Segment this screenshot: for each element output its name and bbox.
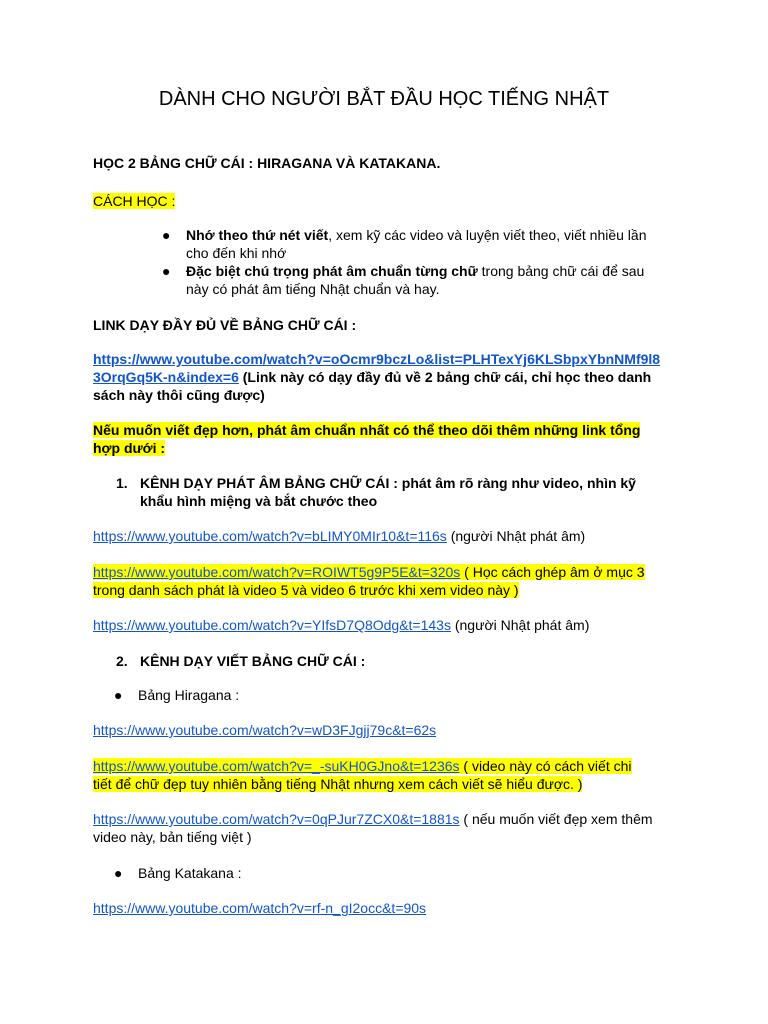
pron-link-3[interactable]: https://www.youtube.com/watch?v=YIfsD7Q8Odg&t=143s bbox=[93, 617, 451, 633]
pron-link-row-3: https://www.youtube.com/watch?v=YIfsD7Q8Odg&t=143s (người Nhật phát âm) bbox=[93, 617, 590, 633]
hiragana-link-row-1 bbox=[93, 721, 673, 739]
playlist-paragraph: https://www.youtube.com/watch?v=oOcmr9bczLo&list=PLHTexYj6KLSbpxYbnNMf9l8 3OrqGq5K-n&index=6 (Link này có dạy đầy đủ về 2 bảng chữ cái, chỉ học theo danh sách này thôi cũng được) bbox=[93, 351, 661, 403]
katakana-link-1[interactable]: https://www.youtube.com/watch?v=rf-n_gI2occ&t=90s bbox=[93, 900, 427, 916]
bullet-icon: ● bbox=[114, 865, 123, 881]
pron-link-row-2: https://www.youtube.com/watch?v=ROIWT5g9P5E&t=320s ( Học cách ghép âm ở mục 3 trong danh sách phát là video 5 và video 6 trước khi xem video này ) bbox=[93, 564, 645, 598]
pron-link-row-1: https://www.youtube.com/watch?v=bLIMY0MIr10&t=116s (người Nhật phát âm) bbox=[93, 528, 586, 544]
hiragana-link-3[interactable]: https://www.youtube.com/watch?v=0qPJur7ZCX0&t=1881s bbox=[93, 811, 460, 827]
bullet-icon: ● bbox=[114, 687, 123, 703]
how-to-label: CÁCH HỌC : bbox=[93, 193, 176, 209]
document-title: DÀNH CHO NGƯỜI BẮT ĐẦU HỌC TIẾNG NHẬT bbox=[158, 88, 610, 110]
full-link-heading: LINK DẠY ĐẦY ĐỦ VỀ BẢNG CHỮ CÁI : bbox=[93, 317, 357, 333]
section-heading-alphabets: HỌC 2 BẢNG CHỮ CÁI : HIRAGANA VÀ KATAKANA. bbox=[93, 155, 441, 171]
playlist-link[interactable]: https://www.youtube.com/watch?v=oOcmr9bczLo&list=PLHTexYj6KLSbpxYbnNMf9l8 3OrqGq5K-n&index=6 bbox=[93, 351, 661, 385]
bullet-icon: ● bbox=[162, 263, 171, 279]
hiragana-link-2[interactable]: https://www.youtube.com/watch?v=_-suKH0GJno&t=1236s bbox=[93, 758, 460, 774]
hiragana-link-row-2: https://www.youtube.com/watch?v=_-suKH0GJno&t=1236s ( video này có cách viết chi tiết để chữ đẹp tuy nhiên bằng tiếng Nhật nhưng xem cách viết sẽ hiểu được. ) bbox=[93, 758, 632, 792]
hiragana-link-1[interactable]: https://www.youtube.com/watch?v=wD3FJgjj79c&t=62s bbox=[93, 722, 437, 738]
hiragana-link-row-3: https://www.youtube.com/watch?v=0qPJur7ZCX0&t=1881s ( nếu muốn viết đẹp xem thêm video này, bản tiếng việt ) bbox=[93, 811, 653, 845]
pron-link-2[interactable]: https://www.youtube.com/watch?v=ROIWT5g9P5E&t=320s bbox=[93, 564, 461, 580]
document-page: DÀNH CHO NGƯỜI BẮT ĐẦU HỌC TIẾNG NHẬT HỌC 2 BẢNG CHỮ CÁI : HIRAGANA VÀ KATAKANA. CÁCH HỌC : ● Nhớ theo thứ nét viết, xem kỹ các video và luyện viết theo, viết nhiều lần cho đến khi nhớ ● Đặc biệt chú trọng phát âm chuẩn từng chữ trong bảng chữ cái để sau này có phát âm tiếng Nhật chuẩn và hay. LINK DẠY ĐẦY ĐỦ VỀ BẢNG CHỮ CÁI : https://www.youtube.com/watch?v=oOcmr9bczLo&list=PLHTexYj6KLSbpxYbnNMf9l8 3OrqGq5K-n&index=6 (Link này có dạy đầy đủ về 2 bảng chữ cái, chỉ học theo danh sách này thôi cũng được) Nếu muốn viết đẹp hơn, phát âm chuẩn nhất có thể theo dõi thêm những link tổng hợp dưới : 1. KÊNH DẠY PHÁT ÂM BẢNG CHỮ CÁI : phát âm rõ ràng như video, nhìn kỹ khẩu hình miệng và bắt chước theo https://www.youtube.com/watch?v=bLIMY0MIr10&t=116s (người Nhật phát âm) https://www.youtube.com/watch?v=ROIWT5g9P5E&t=320s ( Học cách ghép âm ở mục 3 trong danh sách phát là video 5 và video 6 trước khi xem video này ) https://www.youtube.com/watch?v=YIfsD7Q8Odg&t=143s (người Nhật phát âm) 2. KÊNH DẠY VIẾT BẢNG CHỮ CÁI : ● Bảng Hiragana : https://www.youtube.com/watch?v=wD3FJgjj79c&t=62s https://www.youtube.com/watch?v=_-suKH0GJno&t=1236s ( video này có cách viết chi tiết để chữ đẹp tuy nhiên bằng tiếng Nhật nhưng xem cách viết sẽ hiểu được. ) https://www.youtube.com/watch?v=0qPJur7ZCX0&t=1881s ( nếu muốn viết đẹp xem thêm video này, bản tiếng việt ) ● Bảng Katakana : https://www.youtube.com/watch?v=rf-n_gI2occ&t=90s bbox=[0, 0, 768, 1024]
katakana-link-row-1 bbox=[93, 899, 673, 917]
extra-note: Nếu muốn viết đẹp hơn, phát âm chuẩn nhất có thể theo dõi thêm những link tổng hợp dưới : bbox=[93, 422, 641, 456]
pron-link-1[interactable]: https://www.youtube.com/watch?v=bLIMY0MIr10&t=116s bbox=[93, 528, 447, 544]
bullet-icon: ● bbox=[162, 227, 171, 243]
